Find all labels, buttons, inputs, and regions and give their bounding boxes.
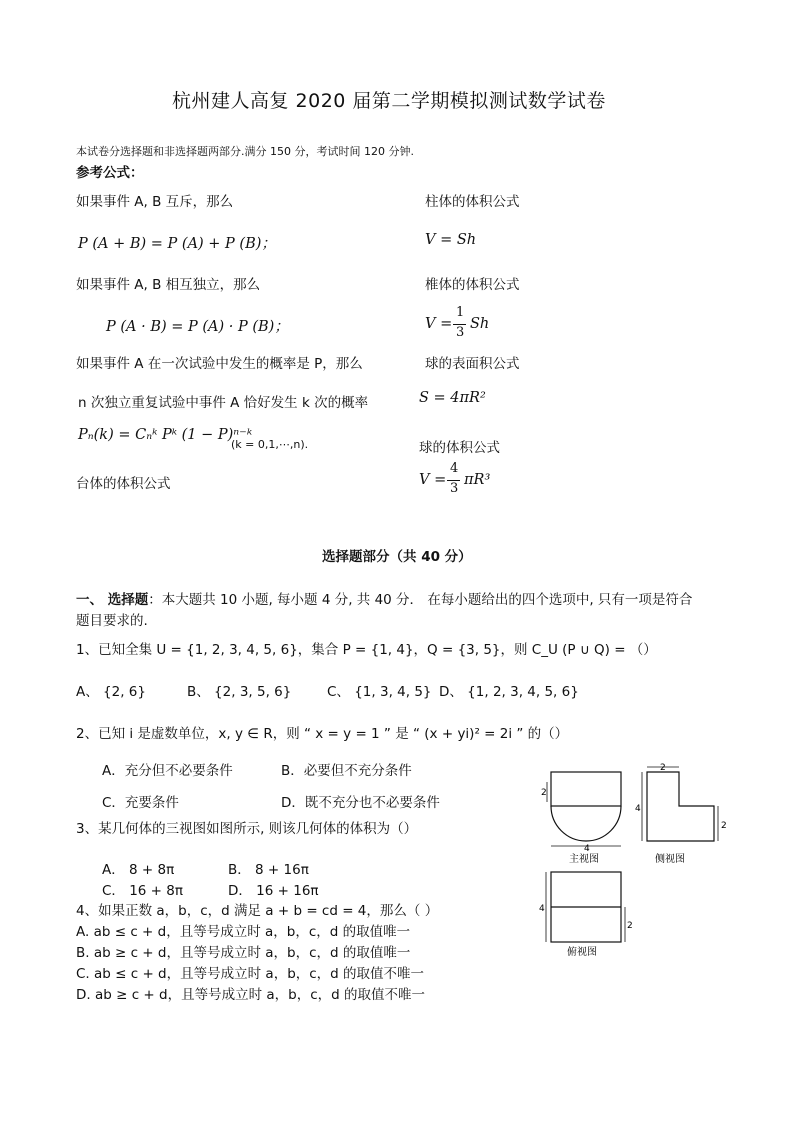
- formula-cone-num: 1: [456, 305, 465, 320]
- question-3-option-d: D． 16 + 16π: [228, 883, 319, 899]
- formula-mutually-exclusive: 如果事件 A, B 互斥，那么: [76, 194, 234, 210]
- side-view-dim-2-right: 2: [721, 821, 727, 831]
- question-1-option-d: D、 {1, 2, 3, 4, 5, 6}: [439, 684, 579, 700]
- formula-sphere-volume-num: 4: [450, 461, 459, 476]
- question-3-option-a: A． 8 + 8π: [102, 862, 175, 878]
- formula-prism-label: 柱体的体积公式: [425, 194, 520, 210]
- question-2-option-b: B．必要但不充分条件: [281, 763, 412, 779]
- side-view-outline: [647, 772, 714, 841]
- question-2-option-d: D．既不充分也不必要条件: [281, 795, 440, 811]
- front-view-label: 主视图: [569, 854, 599, 865]
- formula-binomial-range: (k = 0,1,⋯,n).: [231, 438, 309, 451]
- front-view: [547, 772, 621, 846]
- part-one-line2: 题目要求的.: [76, 613, 148, 629]
- question-3-option-c: C． 16 + 8π: [102, 883, 184, 899]
- formula-sphere-volume-rhs: πR³: [464, 472, 491, 488]
- question-1-option-c: C、 {1, 3, 4, 5}: [327, 684, 432, 700]
- formula-sphere-volume-lhs: V =: [419, 472, 447, 488]
- top-view: [546, 872, 625, 942]
- formula-sphere-surface-eq: S = 4πR²: [419, 390, 486, 406]
- formula-sphere-volume-label: 球的体积公式: [419, 440, 500, 456]
- question-2-option-a: A．充分但不必要条件: [102, 763, 233, 779]
- formula-frustum-label: 台体的体积公式: [76, 476, 171, 492]
- question-4-stem: 4、如果正数 a，b，c，d 满足 a + b = cd = 4，那么（ ）: [76, 903, 439, 919]
- question-2-stem: 2、已知 i 是虚数单位，x, y ∈ R，则 “ x = y = 1 ” 是 “ (x + yi)² = 2i ” 的（）: [76, 726, 569, 742]
- question-4-option-b: B. ab ≥ c + d，且等号成立时 a，b，c，d 的取值唯一: [76, 945, 411, 961]
- question-4-option-a: A. ab ≤ c + d，且等号成立时 a，b，c，d 的取值唯一: [76, 924, 411, 940]
- formula-n-trials: n 次独立重复试验中事件 A 恰好发生 k 次的概率: [78, 395, 369, 411]
- formula-cone-lhs: V =: [425, 316, 453, 332]
- side-view-dim-4: 4: [635, 804, 641, 814]
- part-one-text: ：本大题共 10 小题, 每小题 4 分, 共 40 分． 在每小题给出的四个选项中, 只有一项是符合: [148, 592, 693, 608]
- top-view-dim-2: 2: [627, 921, 633, 931]
- question-1-stem: 1、已知全集 U = {1, 2, 3, 4, 5, 6}，集合 P = {1, 4}，Q = {3, 5}，则 C_U (P ∪ Q) = （）: [76, 642, 657, 658]
- part-one-label: 一、 选择题: [76, 592, 149, 608]
- part-one-line1: [76, 588, 692, 608]
- question-4-option-c: C. ab ≤ c + d，且等号成立时 a，b，c，d 的取值不唯一: [76, 966, 425, 982]
- front-view-semicircle: [551, 806, 621, 841]
- top-view-dim-4: 4: [539, 904, 545, 914]
- formula-independent-eq: P (A · B) = P (A) · P (B)；: [106, 319, 289, 335]
- front-view-rect: [551, 772, 621, 806]
- question-4-option-d: D. ab ≥ c + d，且等号成立时 a，b，c，d 的取值不唯一: [76, 987, 426, 1003]
- formulas-heading: 参考公式：: [76, 165, 144, 181]
- page-title: 杭州建人高复 2020 届第二学期模拟测试数学试卷: [172, 90, 606, 112]
- question-1-option-b: B、 {2, 3, 5, 6}: [187, 684, 292, 700]
- formula-cone-den: 3: [456, 325, 465, 340]
- three-view-figure: [538, 758, 728, 963]
- formula-cone-label: 椎体的体积公式: [425, 277, 520, 293]
- question-1-option-a: A、 {2, 6}: [76, 684, 146, 700]
- side-view: [642, 767, 718, 841]
- side-view-dim-2-top: 2: [660, 763, 666, 773]
- question-3-option-b: B． 8 + 16π: [228, 862, 309, 878]
- question-3-stem: 3、某几何体的三视图如图所示, 则该几何体的体积为（）: [76, 821, 418, 837]
- formula-sphere-surface-label: 球的表面积公式: [425, 356, 520, 372]
- formula-binomial-eq: Pₙ(k) = Cₙᵏ Pᵏ (1 − P)ⁿ⁻ᵏ: [78, 427, 253, 443]
- formula-sphere-volume-den: 3: [450, 481, 459, 496]
- question-2-option-c: C．充要条件: [102, 795, 179, 811]
- formula-cone-rhs: Sh: [470, 316, 490, 332]
- exam-intro: 本试卷分选择题和非选择题两部分.满分 150 分，考试时间 120 分钟.: [76, 145, 414, 158]
- front-view-dim-2: 2: [541, 788, 547, 798]
- front-view-dim-4: 4: [584, 844, 590, 854]
- section-title: 选择题部分（共 40 分）: [322, 549, 472, 565]
- formula-prob-p: 如果事件 A 在一次试验中发生的概率是 P，那么: [76, 356, 363, 372]
- top-view-label: 俯视图: [567, 947, 597, 958]
- formula-mutually-exclusive-eq: P (A + B) = P (A) + P (B)；: [78, 236, 276, 252]
- formula-independent: 如果事件 A, B 相互独立，那么: [76, 277, 261, 293]
- formula-prism-eq: V = Sh: [425, 232, 477, 248]
- side-view-label: 侧视图: [655, 854, 685, 865]
